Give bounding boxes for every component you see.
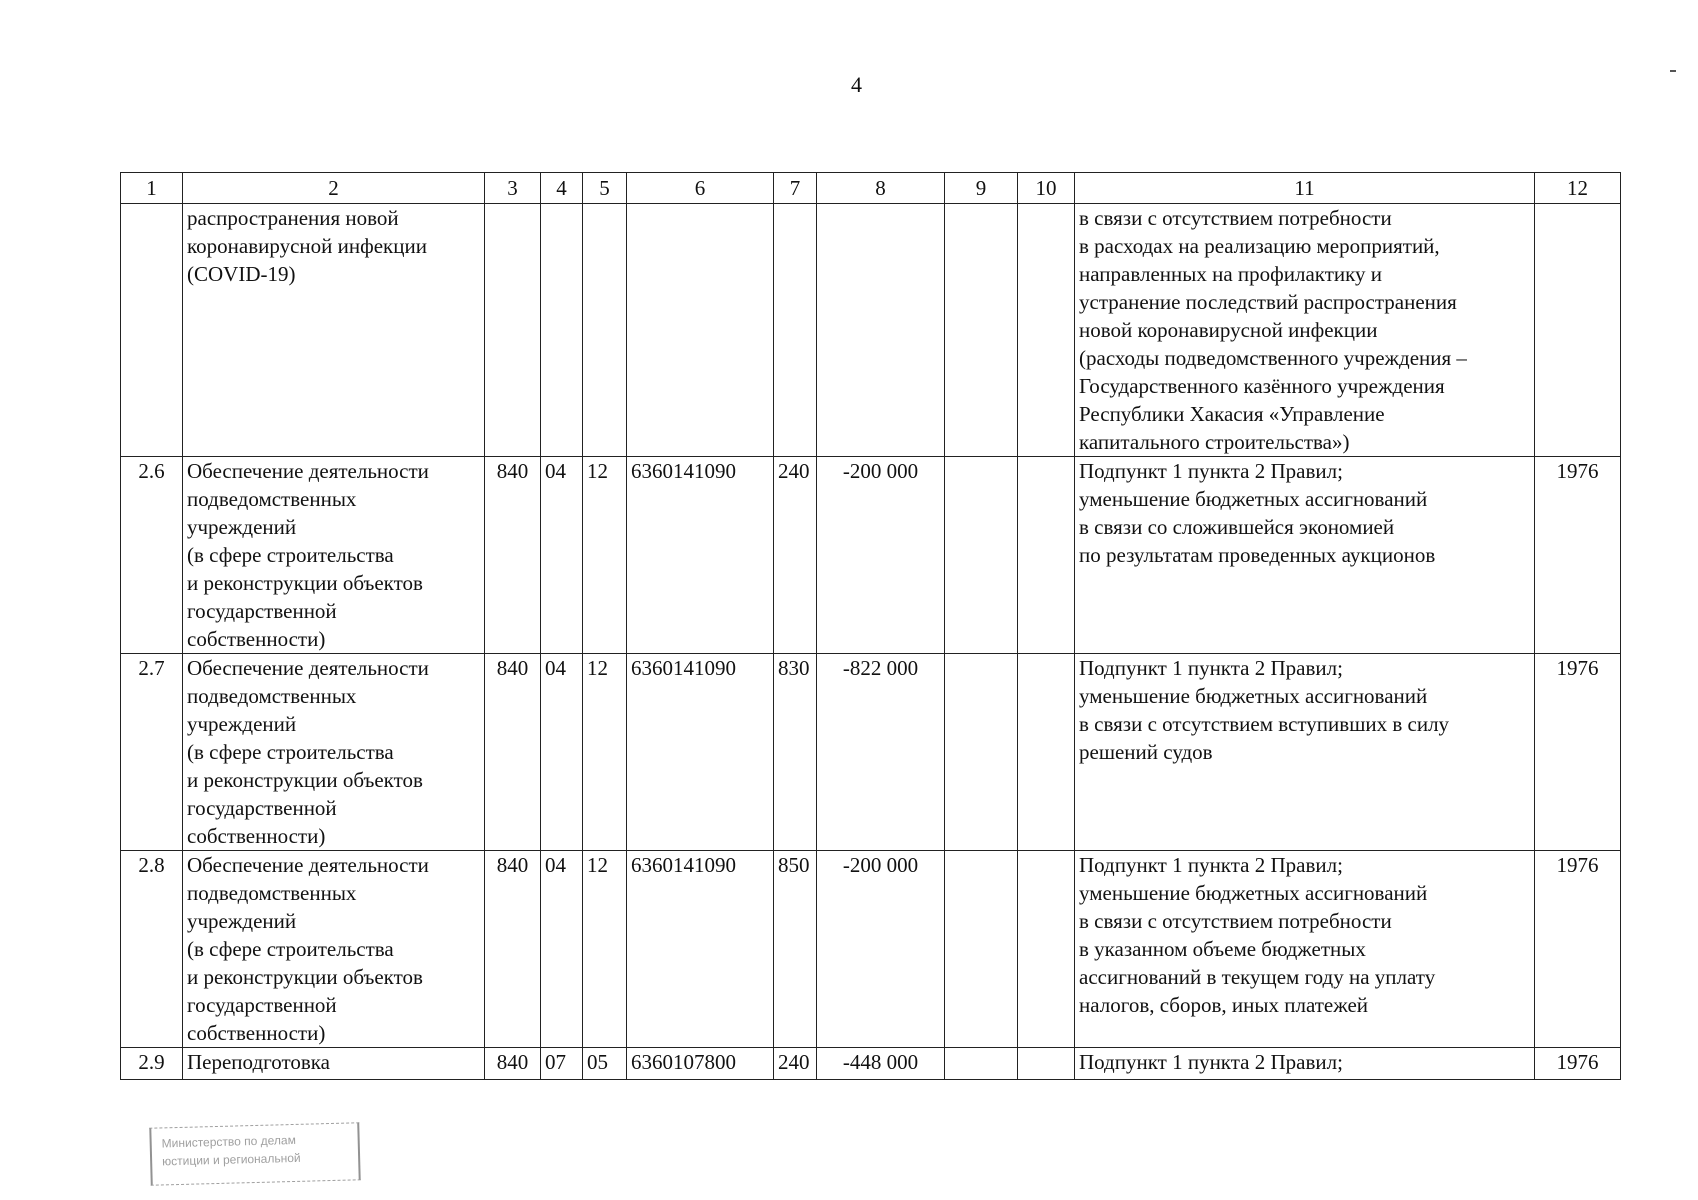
table-row [121, 204, 1621, 457]
cell-col-3: 840 [485, 654, 541, 851]
cell-col-3 [485, 204, 541, 457]
cell-col-10 [1018, 204, 1075, 457]
ref-cell: 1976 [1535, 1048, 1621, 1080]
table-body [121, 204, 1621, 1080]
ref-cell: 1976 [1535, 654, 1621, 851]
col-header-1: 1 [121, 173, 183, 204]
cell-col-5: 05 [583, 1048, 627, 1080]
ref-cell: 1976 [1535, 457, 1621, 654]
table-row [121, 1048, 1621, 1080]
cell-col-6: 6360141090 [627, 851, 774, 1048]
col-header-8: 8 [817, 173, 945, 204]
stamp-line-2: юстиции и региональной [161, 1150, 301, 1169]
cell-col-7: 850 [774, 851, 817, 1048]
table-row [121, 457, 1621, 654]
cell-col-9 [945, 457, 1018, 654]
col-header-7: 7 [774, 173, 817, 204]
table-row [121, 654, 1621, 851]
cell-col-6: 6360141090 [627, 654, 774, 851]
cell-col-5: 12 [583, 851, 627, 1048]
cell-col-3: 840 [485, 851, 541, 1048]
table-row [121, 851, 1621, 1048]
amount-cell: -822 000 [817, 654, 945, 851]
budget-table [120, 172, 1621, 1080]
cell-col-4 [541, 204, 583, 457]
cell-col-10 [1018, 457, 1075, 654]
cell-col-7: 240 [774, 1048, 817, 1080]
row-index: 2.9 [121, 1048, 183, 1080]
ref-cell [1535, 204, 1621, 457]
item-name: Переподготовка [183, 1048, 485, 1080]
cell-col-4: 04 [541, 457, 583, 654]
cell-col-5: 12 [583, 654, 627, 851]
col-header-6: 6 [627, 173, 774, 204]
cell-col-3: 840 [485, 457, 541, 654]
ref-cell: 1976 [1535, 851, 1621, 1048]
reason-text: Подпункт 1 пункта 2 Правил; уменьшение бюджетных ассигнований в связи со сложившейся экономией по результатам проведенных аукционов [1075, 457, 1535, 654]
cell-col-4: 07 [541, 1048, 583, 1080]
row-index: 2.7 [121, 654, 183, 851]
cell-col-6: 6360107800 [627, 1048, 774, 1080]
row-index: 2.6 [121, 457, 183, 654]
reason-text: Подпункт 1 пункта 2 Правил; [1075, 1048, 1535, 1080]
row-index [121, 204, 183, 457]
cell-col-9 [945, 851, 1018, 1048]
amount-cell [817, 204, 945, 457]
cell-col-7: 830 [774, 654, 817, 851]
amount-cell: -200 000 [817, 457, 945, 654]
col-header-2: 2 [183, 173, 485, 204]
cell-col-5: 12 [583, 457, 627, 654]
cell-col-7 [774, 204, 817, 457]
reason-text: Подпункт 1 пункта 2 Правил; уменьшение бюджетных ассигнований в связи с отсутствием вступивших в силу решений судов [1075, 654, 1535, 851]
cell-col-6: 6360141090 [627, 457, 774, 654]
cell-col-3: 840 [485, 1048, 541, 1080]
item-name: Обеспечение деятельности подведомственных учреждений (в сфере строительства и реконструкции объектов государственной собственности) [183, 654, 485, 851]
col-header-10: 10 [1018, 173, 1075, 204]
cell-col-9 [945, 204, 1018, 457]
amount-cell: -200 000 [817, 851, 945, 1048]
header-row [121, 173, 1621, 204]
amount-cell: -448 000 [817, 1048, 945, 1080]
page-number: 4 [851, 72, 862, 97]
col-header-11: 11 [1075, 173, 1535, 204]
cell-col-10 [1018, 851, 1075, 1048]
row-index: 2.8 [121, 851, 183, 1048]
cell-col-10 [1018, 1048, 1075, 1080]
reason-text: в связи с отсутствием потребности в расходах на реализацию мероприятий, направленных на профилактику и устранение последствий распространения новой коронавирусной инфекции (расходы подведомственного учреждения – Государственного казённого учреждения Республики Хакасия «Управление капитального строительства») [1075, 204, 1535, 457]
col-header-4: 4 [541, 173, 583, 204]
cell-col-4: 04 [541, 654, 583, 851]
stamp-line-1: Министерство по делам [161, 1132, 297, 1151]
col-header-5: 5 [583, 173, 627, 204]
item-name: Обеспечение деятельности подведомственных учреждений (в сфере строительства и реконструкции объектов государственной собственности) [183, 851, 485, 1048]
cell-col-6 [627, 204, 774, 457]
edge-mark [1670, 70, 1676, 72]
ministry-stamp [149, 1122, 360, 1185]
cell-col-9 [945, 654, 1018, 851]
item-name: Обеспечение деятельности подведомственных учреждений (в сфере строительства и реконструкции объектов государственной собственности) [183, 457, 485, 654]
col-header-3: 3 [485, 173, 541, 204]
col-header-12: 12 [1535, 173, 1621, 204]
cell-col-4: 04 [541, 851, 583, 1048]
cell-col-10 [1018, 654, 1075, 851]
reason-text: Подпункт 1 пункта 2 Правил; уменьшение бюджетных ассигнований в связи с отсутствием потребности в указанном объеме бюджетных ассигнований в текущем году на уплату налогов, сборов, иных платежей [1075, 851, 1535, 1048]
item-name: распространения новой коронавирусной инфекции (COVID-19) [183, 204, 485, 457]
cell-col-7: 240 [774, 457, 817, 654]
cell-col-9 [945, 1048, 1018, 1080]
cell-col-5 [583, 204, 627, 457]
col-header-9: 9 [945, 173, 1018, 204]
